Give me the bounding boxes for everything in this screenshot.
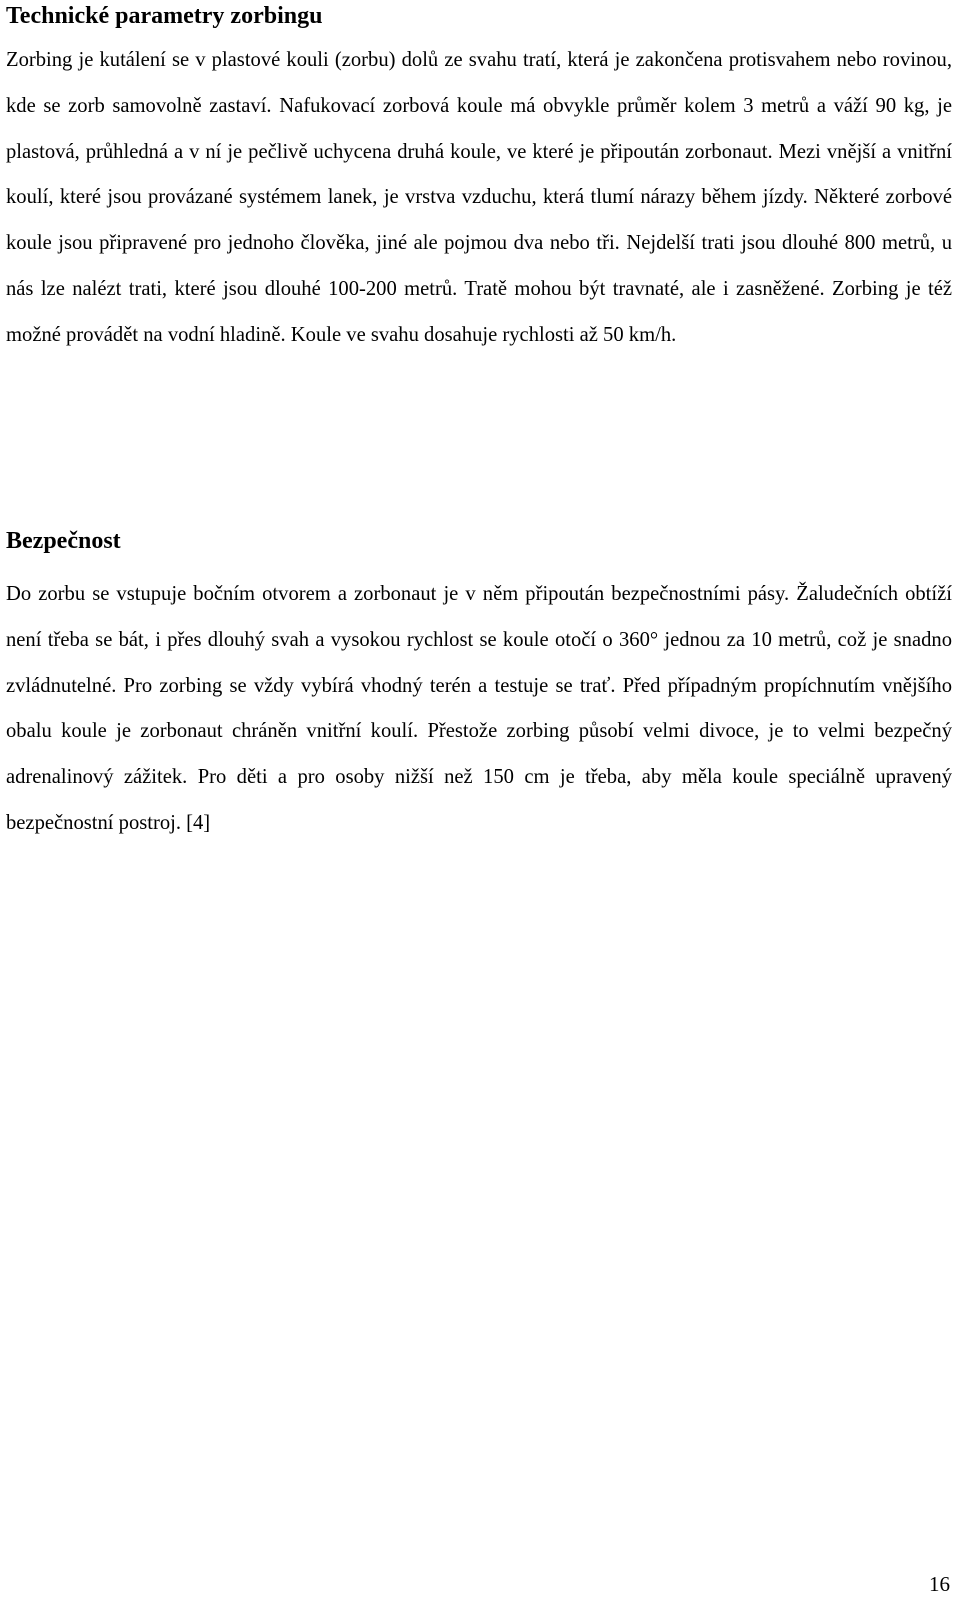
page-number: 16	[929, 1572, 950, 1596]
section-heading-technical-parameters: Technické parametry zorbingu	[6, 3, 323, 29]
paragraph-safety: Do zorbu se vstupuje bočním otvorem a zorbonaut je v něm připoután bezpečnostními pásy. Žaludečních obtíží není třeba se bát, i přes dlouhý svah a vysokou rychlost se koule otočí o 360° jednou za 10 metrů, což je snadno zvládnutelné. Pro zorbing se vždy vybírá vhodný terén a testuje se trať. Před případným propíchnutím vnějšího obalu koule je zorbonaut chráněn vnitřní koulí. Přestože zorbing působí velmi divoce, je to velmi bezpečný adrenalinový zážitek. Pro děti a pro osoby nižší než 150 cm je třeba, aby měla koule speciálně upravený bezpečnostní postroj. [4]	[6, 583, 952, 834]
section-heading-safety: Bezpečnost	[6, 528, 121, 554]
paragraph-technical-parameters: Zorbing je kutálení se v plastové kouli (zorbu) dolů ze svahu tratí, která je zakončena protisvahem nebo rovinou, kde se zorb samovolně zastaví. Nafukovací zorbová koule má obvykle průměr kolem 3 metrů a váží 90 kg, je plastová, průhledná a v ní je pečlivě uchycena druhá koule, ve které je připoután zorbonaut. Mezi vnější a vnitřní koulí, které jsou provázané systémem lanek, je vrstva vzduchu, která tlumí nárazy během jízdy. Některé zorbové koule jsou připravené pro jednoho člověka, jiné ale pojmou dva nebo tři. Nejdelší trati jsou dlouhé 800 metrů, u nás lze nalézt trati, které jsou dlouhé 100-200 metrů. Tratě mohou být travnaté, ale i zasněžené. Zorbing je též možné provádět na vodní hladině. Koule ve svahu dosahuje rychlosti až 50 km/h.	[6, 49, 952, 346]
